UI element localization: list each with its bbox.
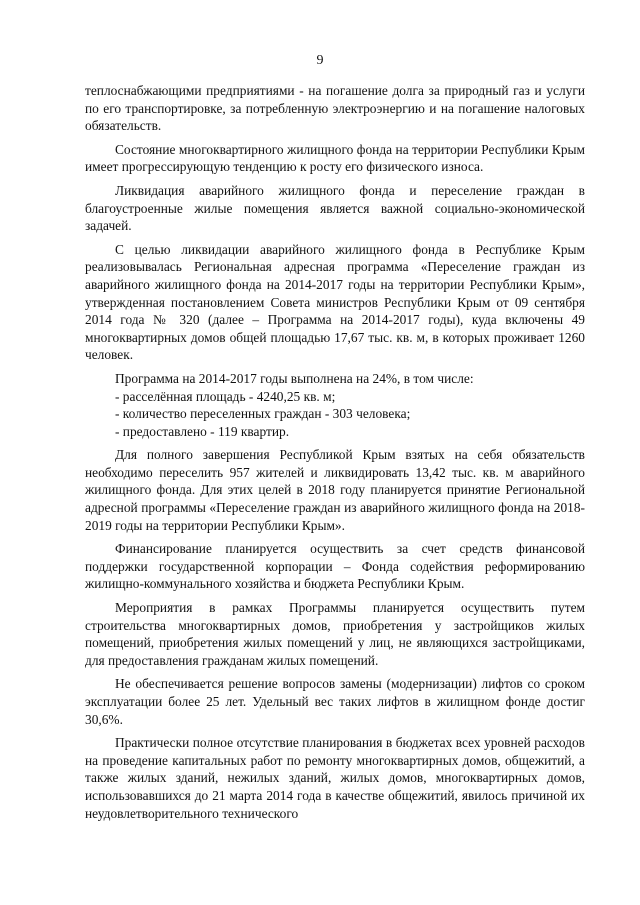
paragraph-elevators: Не обеспечивается решение вопросов замены (модернизации) лифтов со сроком эксплуатации более 25 лет. Удельный вес таких лифтов в жилищном фонде достиг 30,6%. [85,676,585,727]
paragraph-financing: Финансирование планируется осуществить за счет средств финансовой поддержки государственной корпорации – Фонда содействия реформированию жилищно-коммунального хозяйства и бюджета Республики Крым. [85,541,585,592]
page-number: 9 [316,53,324,68]
list-item: - расселённая площадь - 4240,25 кв. м; [115,388,336,404]
list-item: - предоставлено - 119 квартир. [115,423,290,439]
paragraph-housing-condition: Состояние многоквартирного жилищного фонда на территории Республики Крым имеет прогрессирующую тенденцию к росту его физического износа. [85,141,585,175]
paragraph-regional-program: С целью ликвидации аварийного жилищного фонда в Республике Крым реализовывалась Региональная адресная программа «Переселение граждан из аварийного жилищного фонда на 2014-2017 годы на территории Республики Крым», утвержденная постановлением Совета министров Республики Крым от 09 сентября 2014 года № 320 (далее – Программа на 2014-2017 годы), куда включены 49 многоквартирных домов общей площадью 17,67 тыс. кв. м, в которых проживает 1260 человек. [85,241,585,363]
paragraph-emergency-housing: Ликвидация аварийного жилищного фонда и переселение граждан в благоустроенные жилые помещения является важной социально-экономической задачей. [85,182,585,234]
completion-list [85,388,585,441]
paragraph-capital-repairs: Практически полное отсутствие планирования в бюджетах всех уровней расходов на проведение капитальных работ по ремонту многоквартирных домов, общежитий, а также жилых зданий, нежилых зданий, жилых домов, многоквартирных домов, использовавшихся до 21 марта 2014 года в качестве общежитий, явилось причиной их неудовлетворительного технического [85,735,585,821]
paragraph-continuation: теплоснабжающими предприятиями - на погашение долга за природный газ и услуги по его транспортировке, за потребленную электроэнергию и на погашение налоговых обязательств. [85,83,585,134]
paragraph-obligations: Для полного завершения Республикой Крым взятых на себя обязательств необходимо переселить 957 жителей и ликвидировать 13,42 тыс. кв. м аварийного жилищного фонда. Для этих целей в 2018 году планируется принятие Региональной адресной программы «Переселение граждан из аварийного жилищного фонда на 2018-2019 годы на территории Республики Крым». [85,447,585,533]
paragraph-measures: Мероприятия в рамках Программы планируется осуществить путем строительства многоквартирных домов, приобретения у застройщиков жилых помещений, приобретения жилых помещений у лиц, не являющихся застройщиками, для предоставления гражданам жилых помещений. [85,600,585,668]
document-body [85,82,585,828]
paragraph-program-completion: Программа на 2014-2017 годы выполнена на 24%, в том числе: [115,370,474,386]
list-item: - количество переселенных граждан - 303 человека; [115,406,411,422]
